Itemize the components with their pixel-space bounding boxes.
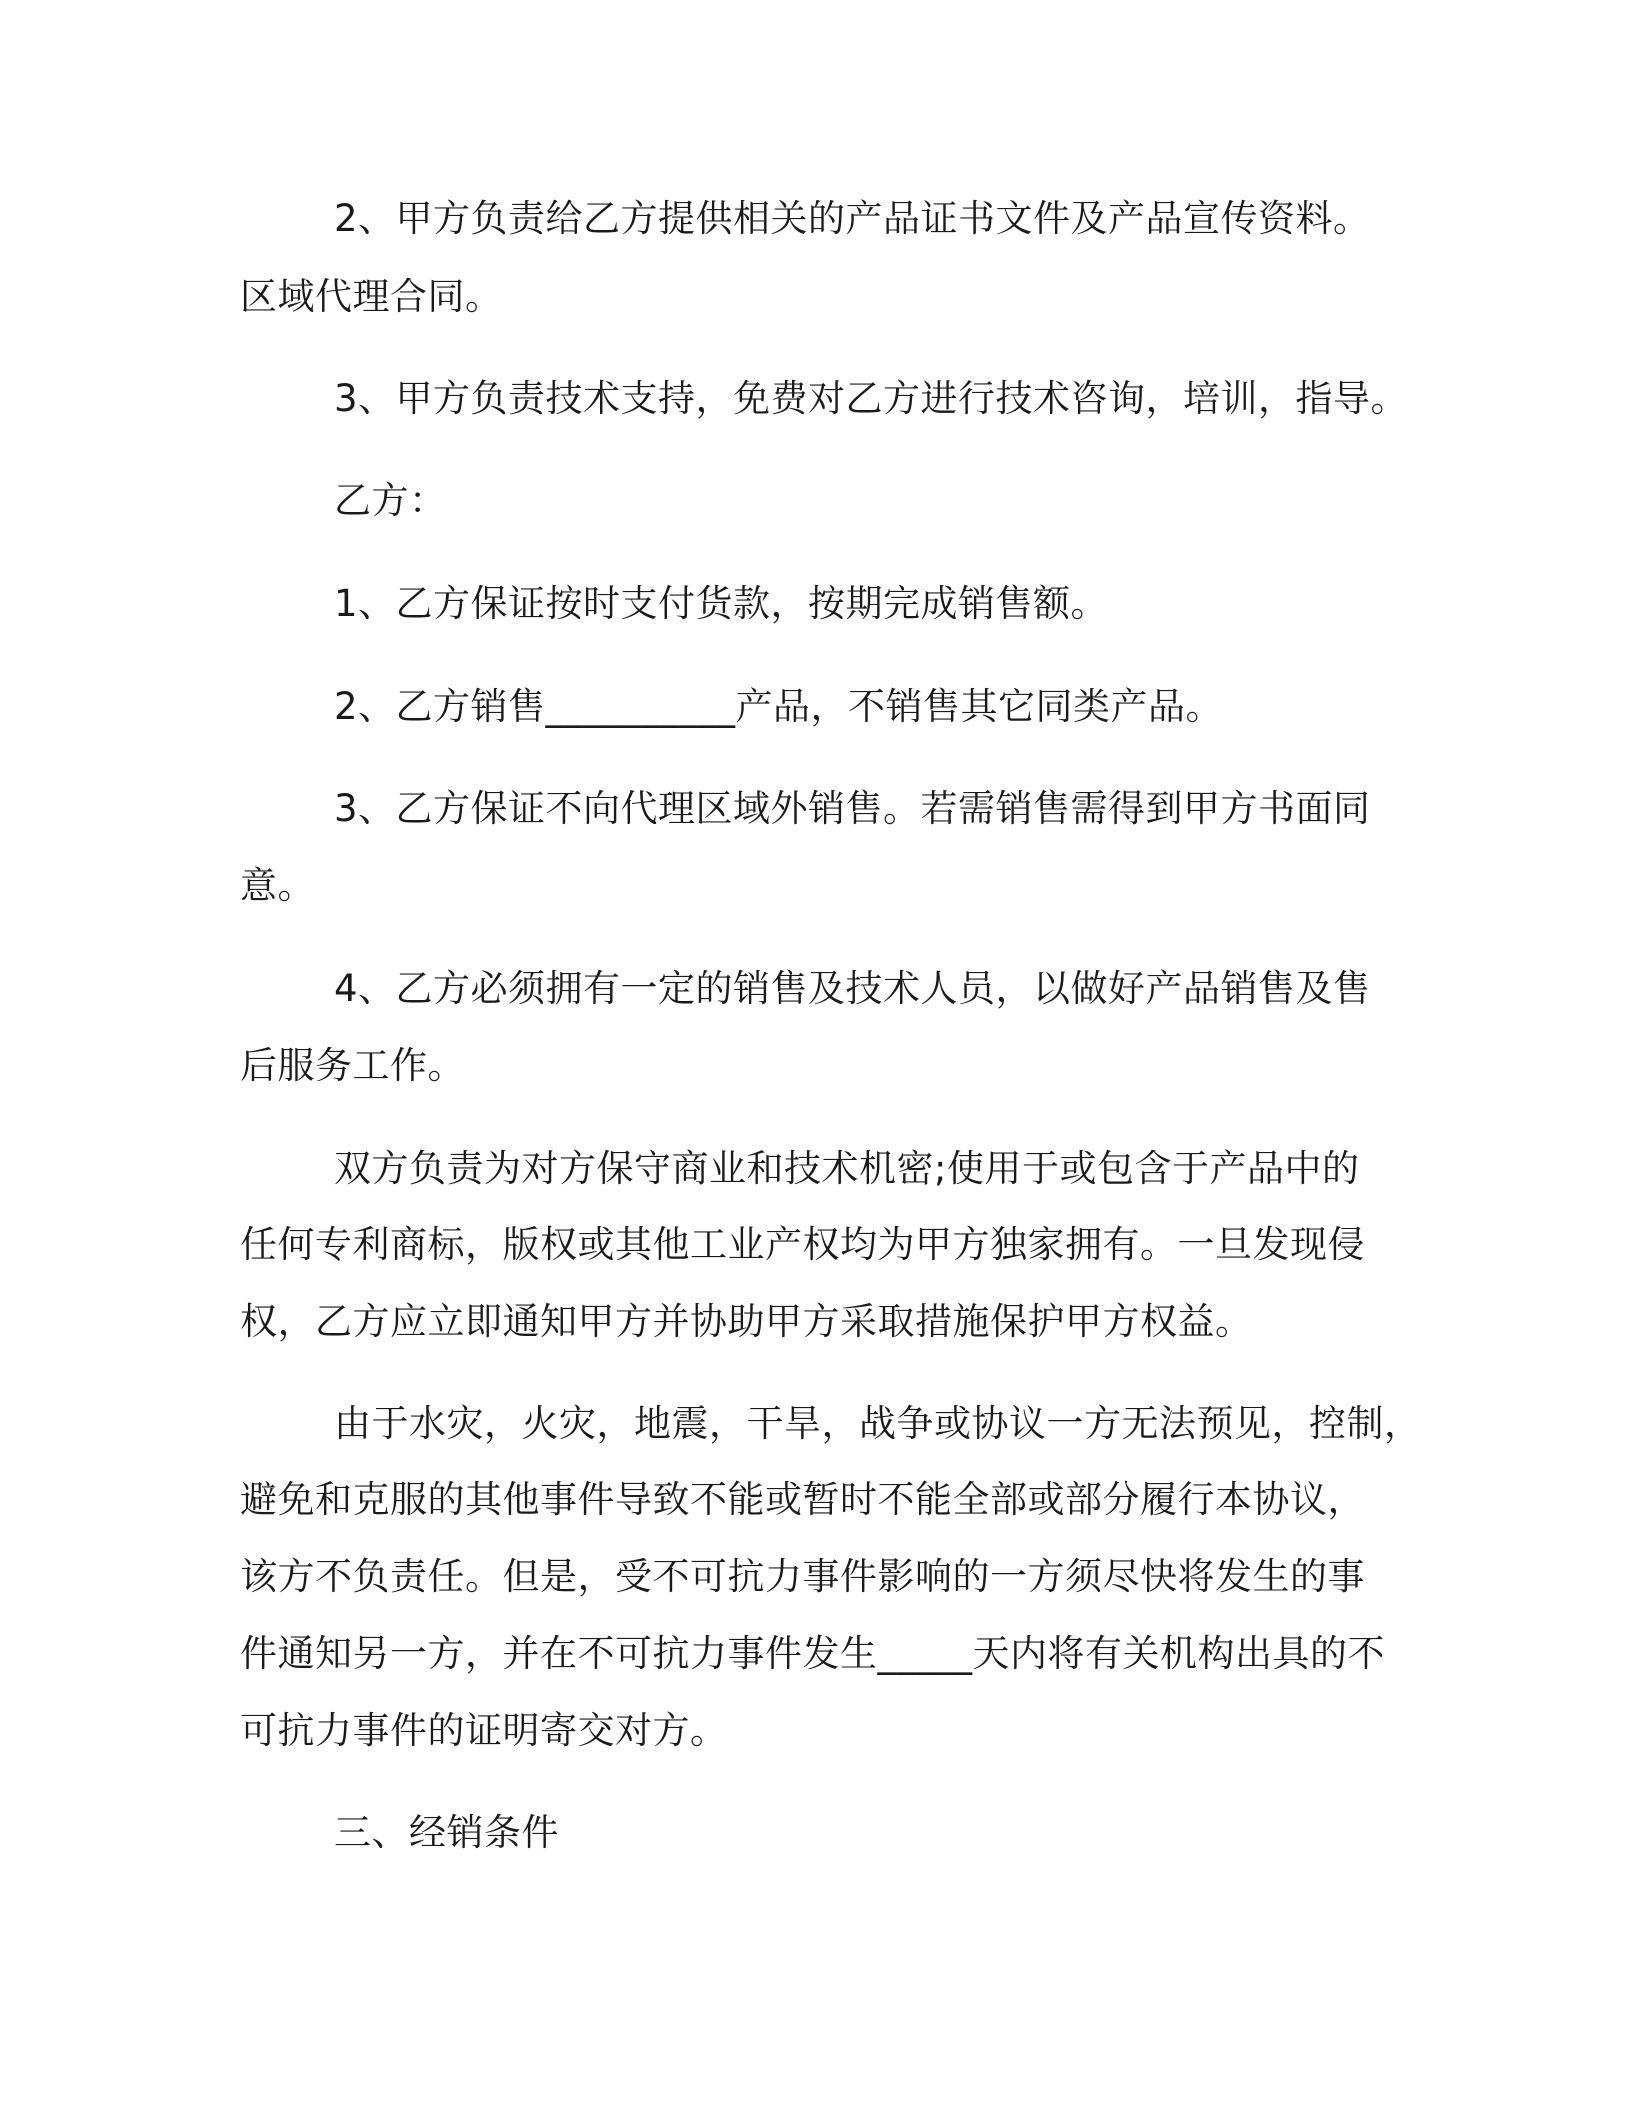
paragraph-line: 2、乙方销售__________产品，不销售其它同类产品。 [334,685,1224,728]
paragraph-line: 件通知另一方，并在不可抗力事件发生_____天内将有关机构出具的不 [240,1632,1385,1675]
paragraph-line: 1、乙方保证按时支付货款，按期完成销售额。 [334,582,1109,625]
section-heading: 三、经销条件 [334,1811,559,1854]
paragraph-line: 后服务工作。 [240,1044,465,1087]
paragraph-line: 任何专利商标，版权或其他工业产权均为甲方独家拥有。一旦发现侵 [240,1223,1365,1266]
paragraph-line: 3、乙方保证不向代理区域外销售。若需销售需得到甲方书面同 [334,787,1371,830]
paragraph-line: 区域代理合同。 [240,275,503,318]
section-label: 乙方： [334,479,447,522]
paragraph-line: 3、甲方负责技术支持，免费对乙方进行技术咨询，培训，指导。 [334,377,1409,420]
paragraph-line: 意。 [240,864,315,907]
paragraph-line: 2、甲方负责给乙方提供相关的产品证书文件及产品宣传资料。 [334,197,1371,240]
paragraph-line: 避免和克服的其他事件导致不能或暂时不能全部或部分履行本协议， [240,1478,1365,1521]
paragraph-line: 权，乙方应立即通知甲方并协助甲方采取措施保护甲方权益。 [240,1300,1253,1343]
paragraph-line: 由于水灾，火灾，地震，干旱，战争或协议一方无法预见，控制， [334,1402,1422,1445]
paragraph-line: 可抗力事件的证明寄交对方。 [240,1709,728,1752]
paragraph-line: 4、乙方必须拥有一定的销售及技术人员，以做好产品销售及售 [334,967,1371,1010]
paragraph-line: 该方不负责任。但是，受不可抗力事件影响的一方须尽快将发生的事 [240,1555,1365,1598]
paragraph-line: 双方负责为对方保守商业和技术机密;使用于或包含于产品中的 [334,1147,1360,1190]
